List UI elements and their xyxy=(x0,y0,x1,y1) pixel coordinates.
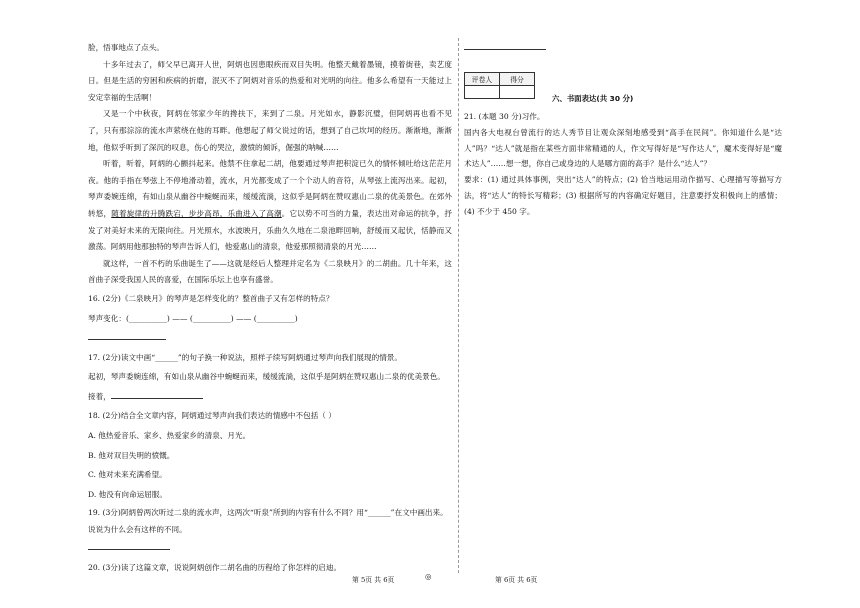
reading-paragraph-5: 就这样，一首不朽的乐曲诞生了——这就是经后人整理并定名为《二泉映月》的二胡曲。几十年来，这首曲子深受我国人民的喜爱，在国际乐坛上也享有盛誉。 xyxy=(88,258,452,285)
reading-paragraph-2: 十多年过去了，师父早已离开人世，阿炳也因患眼疾而双目失明。他整天戴着墨镜，摸着街巷，卖艺度日。但是生活的穷困和疾病的折磨，泯灭不了阿炳对音乐的热爱和对光明的向往。他多么希望有一天能过上安定幸福的生活啊！ xyxy=(88,59,452,102)
question-17-example: 起初，琴声委婉连绵，有如山泉从幽谷中蜿蜒而来，缓缓流淌，这似乎是阿炳在赞叹惠山二泉的优美景色。 xyxy=(88,372,445,382)
top-answer-line[interactable] xyxy=(464,40,782,50)
footer-right-page-number: 第 6页 共 6页 xyxy=(495,576,538,584)
question-19: 19. (3分)阿炳曾两次听过二泉的流水声，这两次“听泉”所到的内容有什么不同？用“______”在文中画出来。说说为什么会有这样的不同。 xyxy=(88,508,448,535)
question-21-body: 国内各大电视台曾流行的达人秀节目让观众深刻地感受到“高手在民间”。你知道什么是“达人”吗？“达人”就是指在某些方面非常精通的人，作文写得好是“写作达人”，魔术变得好是“魔术达人”……想一想，你自己或身边的人是哪方面的高手？是什么“达人”？ xyxy=(464,127,782,169)
question-16-answer-line[interactable]: 琴声变化：(__________) —— (__________) —— (__________) xyxy=(88,313,298,323)
question-18-option-a: A. 他热爱音乐、家乡、热爱家乡的清泉、月光。 xyxy=(88,431,251,441)
answer-blank-16[interactable] xyxy=(88,328,452,348)
score-table-grader-cell[interactable] xyxy=(465,86,500,99)
question-20: 20. (3分)读了这篇文章，说说阿炳创作二胡名曲的历程给了你怎样的启迪。 xyxy=(88,563,342,573)
paragraph-4-part-a: 听着，听着，阿炳的心颤抖起来。他禁不住拿起二胡，他要通过琴声把积淀已久的情怀倾吐给这茫茫月夜。他的手指在琴弦上不停地滑动着，流水，月光都变成了一个个动人的音符，从琴弦上流泻出来。起初，琴声委婉连绵，有如山泉从幽谷中蜿蜒而来，缓缓流淌，这似乎是阿炳在赞叹惠山二泉的优美景色。在郊外转悠， xyxy=(88,159,452,218)
reading-paragraph-4 xyxy=(88,156,452,256)
question-16: 16. (2分)《二泉映月》的琴声是怎样变化的？整首曲子又有怎样的特点？ xyxy=(88,293,334,303)
question-21-title: 21. (本题 30 分)习作。 xyxy=(464,112,545,121)
score-table-score-cell[interactable] xyxy=(500,86,535,99)
footer-left-page-number: 第 5页 共 6页 xyxy=(352,576,395,584)
score-table-score-header: 得分 xyxy=(500,73,535,86)
column-divider xyxy=(458,38,459,573)
footer-center-mark: ◎ xyxy=(425,572,432,581)
question-18-option-b: B. 他对双目失明的愤慨。 xyxy=(88,450,175,460)
reading-paragraph-1: 脸，悟事地点了点头。 xyxy=(88,43,164,52)
score-table xyxy=(464,72,535,99)
question-18-option-c: C. 他对未来充满希望。 xyxy=(88,470,167,480)
question-17: 17. (2分)读文中画“______”的句子换一种说法，照样子续写阿炳通过琴声向我们展现的情景。 xyxy=(88,352,402,362)
left-column xyxy=(88,40,452,578)
answer-blank-19[interactable] xyxy=(88,538,452,558)
underlined-sentence: 随着旋律的升腾跌宕，步步高昂，乐曲进入了高潮 xyxy=(111,208,282,218)
section-six-title: 六、书面表达(共 30 分) xyxy=(552,94,634,103)
question-18-option-d: D. 他没有向命运屈服。 xyxy=(88,489,167,499)
question-17-continue[interactable]: 接着， xyxy=(88,387,452,407)
question-21-requirements: 要求：(1) 通过具体事例，突出“达人”的特点；(2) 恰当地运用动作描写、心理描写等描写方法，将“达人”的特长写精彩；(3) 根据所写的内容确定好题目，注意要抒发积极向上的感情；(4) 不少于 450 字。 xyxy=(464,175,782,216)
score-table-grader-header: 评卷人 xyxy=(465,73,500,86)
right-column xyxy=(464,40,782,220)
question-18: 18. (2分)结合全文章内容，阿炳通过琴声向我们表达的情感中不包括（ ） xyxy=(88,411,336,421)
reading-paragraph-3: 又是一个中秋夜，阿炳在邻家少年的搀扶下，来到了二泉。月光如水，静影沉璧，但阿炳再也看不见了，只有那淙淙的流水声萦绕在他的耳畔。他想起了师父说过的话，想到了自己坎坷的经历。渐渐地，渐渐地，他似乎听到了深沉的叹息，伤心的哭泣，激愤的倾诉，倔强的呐喊…… xyxy=(88,109,452,152)
paragraph-4-part-b: 。它以势不可当的力量，表达出对命运的抗争，抒发了对美好未来的无限向往。月光照水，水波映月，乐曲久久地在二泉池畔回响，舒缓而又起伏，恬静而又激荡。阿炳用他那独特的琴声告诉人们，他爱惠山的清泉，他爱那照彻清泉的月光…… xyxy=(88,208,453,252)
